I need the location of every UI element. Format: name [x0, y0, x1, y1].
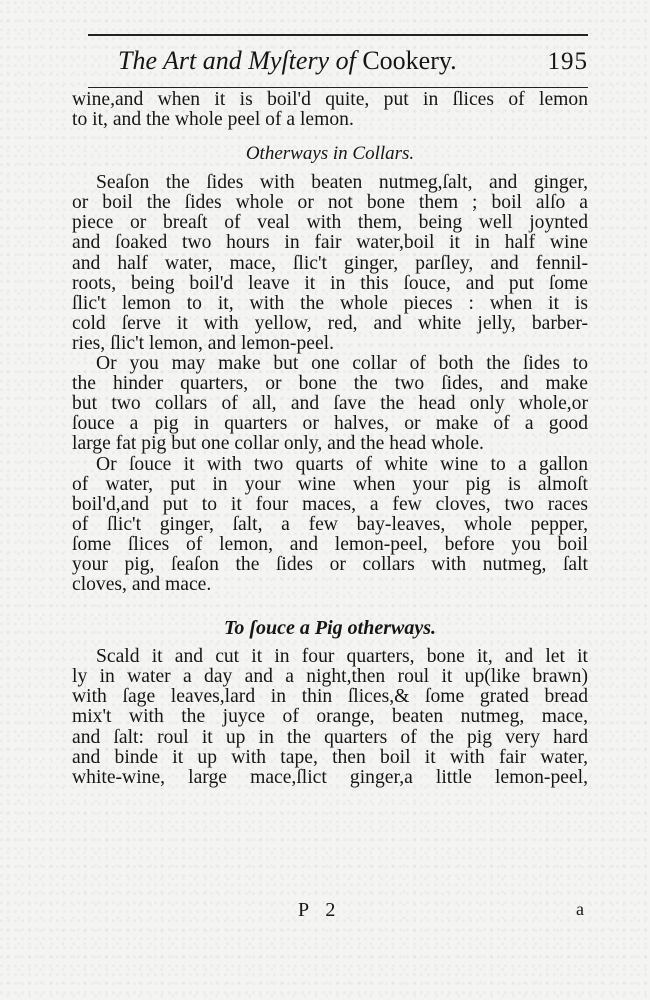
text-line: and ſalt: roul it up in the quarters of the pig very hard	[72, 726, 588, 748]
text-line: Or you may make but one collar of both the ſides to	[96, 353, 588, 375]
text-line: and half water, mace, ſlic't ginger, parſley, and fennil-	[72, 252, 588, 274]
text-line: ly in water a day and a night,then roul it up(like brawn)	[72, 666, 588, 688]
section-heading: Otherways in Collars.	[245, 143, 415, 165]
text-line: and ſoaked two hours in fair water,boil it in half wine	[72, 232, 588, 254]
text-line: with ſage leaves,lard in thin ſlices,& ſome grated bread	[72, 686, 588, 708]
text-line: Seaſon the ſides with beaten nutmeg,ſalt, and ginger,	[96, 172, 588, 194]
signature-mark: P 2	[298, 899, 342, 921]
text-line: or boil the ſides whole or not bone them ; boil alſo a	[72, 192, 588, 214]
page-number: 195	[547, 48, 588, 75]
paragraph	[72, 173, 588, 354]
text-line: ſouce a pig in quarters or halves, or make of a good	[72, 413, 588, 435]
text-line: but two collars of all, and ſave the head only whole,or	[72, 393, 588, 415]
text-line: ſlic't lemon to it, with the whole pieces : when it is	[72, 292, 588, 314]
header-bottom-rule	[88, 87, 588, 88]
text-line: to it, and the whole peel of a lemon.	[72, 109, 354, 131]
text-line: Scald it and cut it in four quarters, bone it, and let it	[96, 646, 588, 668]
text-line: piece or breaſt of veal with them, being well joynted	[72, 212, 588, 234]
catchword: a	[576, 899, 584, 919]
section-heading: To ſouce a Pig otherways.	[223, 617, 437, 640]
body-text	[72, 90, 588, 788]
text-line: roots, being boil'd leave it in this ſouce, and put ſome	[72, 272, 588, 294]
text-line: your pig, ſeaſon the ſides or collars with nutmeg, ſalt	[72, 553, 588, 575]
intro-paragraph	[72, 90, 588, 130]
paragraph	[72, 455, 588, 596]
text-line: Or ſouce it with two quarts of white wine to a gallon	[96, 453, 588, 475]
page-footer	[72, 899, 588, 925]
text-line: of water, put in your wine when your pig is almoſt	[72, 473, 588, 495]
paragraph	[72, 354, 588, 454]
text-line: and binde it up with tape, then boil it with fair water,	[72, 746, 588, 768]
running-title	[118, 46, 457, 76]
text-line: of ſlic't ginger, ſalt, a few bay-leaves, whole pepper,	[72, 513, 588, 535]
paragraph	[72, 647, 588, 788]
header-top-rule	[88, 34, 588, 36]
running-title-roman: Cookery.	[362, 46, 457, 75]
text-line: ſome ſlices of lemon, and lemon-peel, before you boil	[72, 533, 588, 555]
text-line: boil'd,and put to it four maces, a few cloves, two races	[72, 493, 588, 515]
text-line: ries, ſlic't lemon, and lemon-peel.	[72, 332, 334, 354]
text-line: large fat pig but one collar only, and the head whole.	[72, 433, 484, 455]
text-line: mix't with the juyce of orange, beaten nutmeg, mace,	[72, 706, 588, 728]
running-header	[88, 40, 588, 84]
running-title-italic: The Art and Myſtery of	[118, 46, 363, 75]
text-line: cloves, and mace.	[72, 574, 212, 596]
text-line: cold ſerve it with yellow, red, and white jelly, barber-	[72, 312, 588, 334]
text-line: white-wine, large mace,ſlict ginger,a little lemon-peel,	[72, 766, 588, 788]
text-line: the hinder quarters, or bone the two ſides, and make	[72, 373, 588, 395]
text-line: wine,and when it is boil'd quite, put in ſlices of lemon	[72, 89, 588, 110]
